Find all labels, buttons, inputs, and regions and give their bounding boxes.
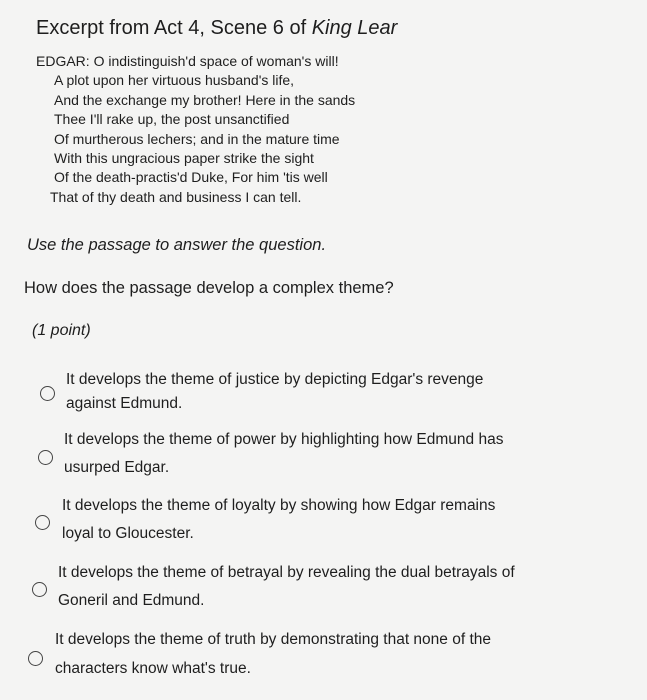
passage-line: Thee I'll rake up, the post unsanctified — [54, 111, 290, 128]
option-text-line1: It develops the theme of betrayal by revealing the dual betrayals of — [58, 564, 515, 581]
option-text-line2: loyal to Gloucester. — [62, 525, 194, 542]
passage — [36, 52, 355, 207]
option-text-line1: It develops the theme of power by highlighting how Edmund has — [64, 431, 504, 448]
radio-button[interactable] — [38, 450, 53, 465]
excerpt-title-work: King Lear — [311, 17, 398, 39]
option-text-line1: It develops the theme of loyalty by showing how Edgar remains — [62, 497, 496, 514]
passage-line: A plot upon her virtuous husband's life, — [54, 72, 295, 89]
instructions: Use the passage to answer the question. — [27, 236, 327, 254]
radio-button[interactable] — [40, 386, 55, 401]
passage-line: Of the death-practis'd Duke, For him 'tis well — [54, 169, 328, 186]
radio-button[interactable] — [35, 515, 50, 530]
option-text-line1: It develops the theme of justice by depicting Edgar's revenge — [66, 371, 484, 388]
passage-line: That of thy death and business I can tell. — [50, 188, 302, 205]
excerpt-title-prefix: Excerpt from Act 4, Scene 6 of — [36, 17, 312, 39]
passage-line: And the exchange my brother! Here in the sands — [54, 91, 356, 108]
option-text-line1: It develops the theme of truth by demonstrating that none of the — [55, 631, 491, 648]
points-label: (1 point) — [32, 322, 91, 339]
option-text-line2: characters know what's true. — [55, 660, 251, 677]
passage-line: With this ungracious paper strike the sight — [54, 150, 314, 167]
question-text: How does the passage develop a complex theme? — [24, 279, 394, 297]
radio-button[interactable] — [32, 582, 47, 597]
option-text-line2: against Edmund. — [66, 395, 183, 412]
passage-line: Of murtherous lechers; and in the mature time — [54, 130, 340, 147]
passage-speaker-line: EDGAR: O indistinguish'd space of woman's will! — [36, 53, 339, 69]
option-text-line2: Goneril and Edmund. — [58, 592, 205, 609]
radio-button[interactable] — [28, 651, 43, 666]
option-text-line2: usurped Edgar. — [64, 459, 170, 476]
excerpt-title — [36, 17, 397, 40]
